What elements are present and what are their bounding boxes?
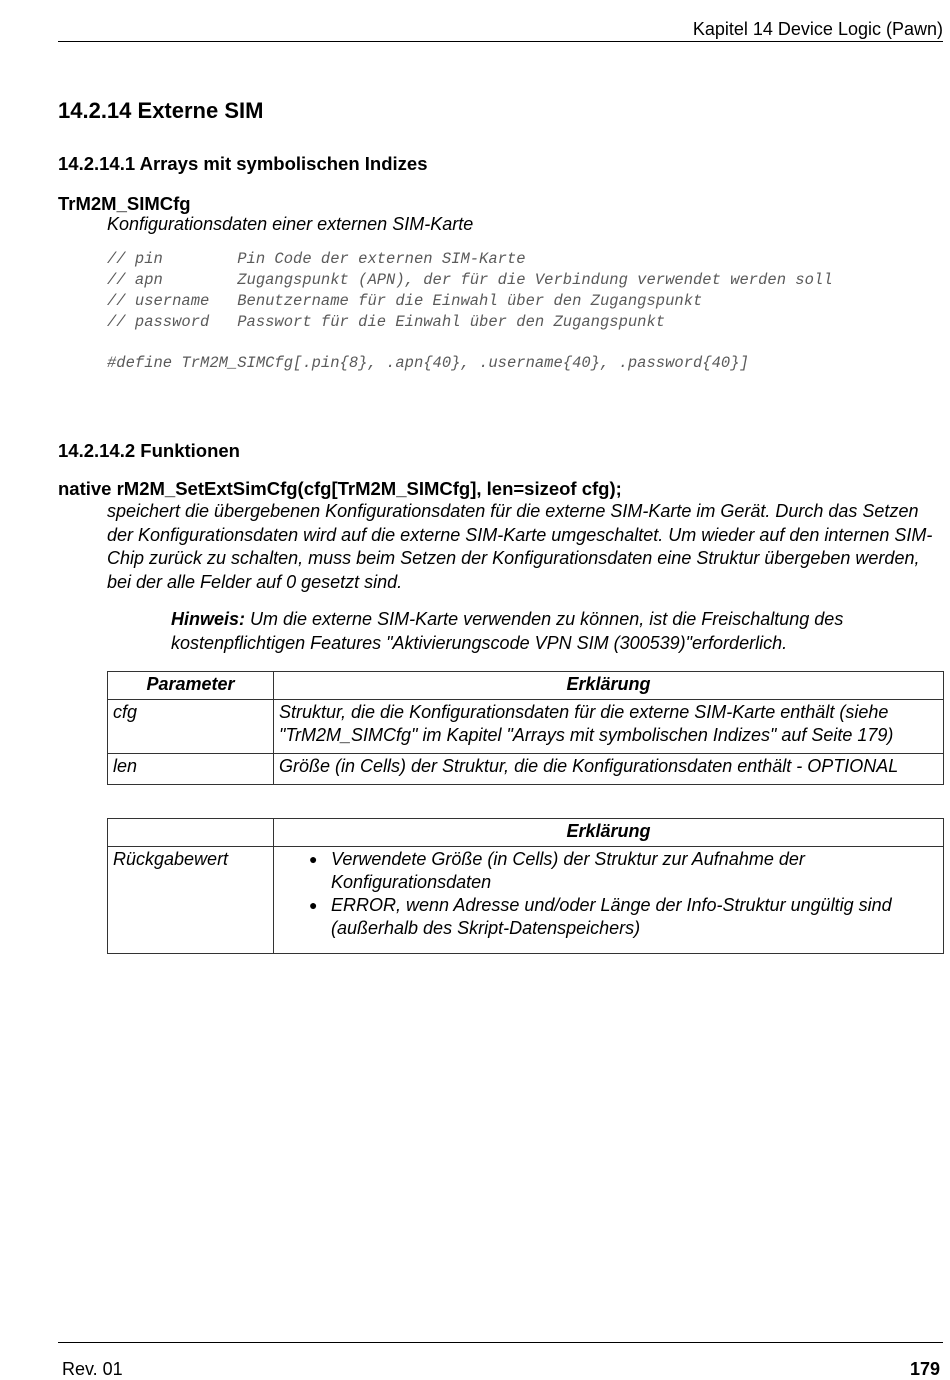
header-rule xyxy=(58,41,943,42)
param-name-cell: len xyxy=(108,754,274,785)
note-label: Hinweis: xyxy=(171,609,246,629)
function-signature: native rM2M_SetExtSimCfg(cfg[TrM2M_SIMCfg], len=sizeof cfg); xyxy=(58,478,622,499)
footer-rule xyxy=(58,1342,943,1343)
subsection-heading-functions: 14.2.14.2 Funktionen xyxy=(58,440,240,461)
column-header-explanation: Erklärung xyxy=(274,819,944,847)
function-description: speichert die übergebenen Konfigurationsdaten für die externe SIM-Karte im Gerät. Durch das Setzen der Konfigurationsdaten wird auf die externe SIM-Karte umgeschaltet. Um wieder auf den internen SIM-Chip zurück zu schalten, muss beim Setzen der Konfigurationsdaten eine Struktur übergeben werden, bei der alle Felder auf 0 gesetzt sind. xyxy=(107,501,933,592)
code-line-username: // username Benutzername für die Einwahl über den Zugangspunkt xyxy=(107,292,703,310)
param-desc-cell: Größe (in Cells) der Struktur, die die Konfigurationsdaten enthält - OPTIONAL xyxy=(274,754,944,785)
note-box xyxy=(171,608,941,655)
column-header-empty xyxy=(108,819,274,847)
table-row xyxy=(108,700,944,754)
return-label-cell: Rückgabewert xyxy=(108,847,274,954)
subsection-heading-arrays: 14.2.14.1 Arrays mit symbolischen Indizes xyxy=(58,153,428,174)
note-text: Um die externe SIM-Karte verwenden zu können, ist die Freischaltung des kostenpflichtigen Features "Aktivierungscode VPN SIM (300539)"erforderlich. xyxy=(171,609,844,653)
table-row xyxy=(108,754,944,785)
list-item xyxy=(279,848,938,894)
parameter-table xyxy=(107,671,944,785)
table-row xyxy=(108,847,944,954)
return-list xyxy=(279,848,938,950)
return-value-table xyxy=(107,818,944,954)
revision-label: Rev. 01 xyxy=(62,1359,123,1379)
table-header-row xyxy=(108,819,944,847)
column-header-parameter: Parameter xyxy=(108,672,274,700)
chapter-header: Kapitel 14 Device Logic (Pawn) xyxy=(692,19,943,39)
column-header-explanation: Erklärung xyxy=(274,672,944,700)
return-desc-cell xyxy=(274,847,944,954)
code-line-apn: // apn Zugangspunkt (APN), der für die Verbindung verwendet werden soll xyxy=(107,271,833,289)
list-item xyxy=(279,894,938,940)
struct-name: TrM2M_SIMCfg xyxy=(58,193,191,214)
param-name-cell: cfg xyxy=(108,700,274,754)
section-heading: 14.2.14 Externe SIM xyxy=(58,98,264,123)
param-desc-cell: Struktur, die die Konfigurationsdaten für die externe SIM-Karte enthält (siehe "TrM2M_SIMCfg" im Kapitel "Arrays mit symbolischen Indizes" auf Seite 179) xyxy=(274,700,944,754)
code-line-password: // password Passwort für die Einwahl über den Zugangspunkt xyxy=(107,313,666,331)
code-define-line: #define TrM2M_SIMCfg[.pin{8}, .apn{40}, .username{40}, .password{40}] xyxy=(107,354,749,372)
table-header-row xyxy=(108,672,944,700)
return-item-text: Verwendete Größe (in Cells) der Struktur zur Aufnahme der Konfigurationsdaten xyxy=(331,849,805,892)
return-item-text: ERROR, wenn Adresse und/oder Länge der Info-Struktur ungültig sind (außerhalb des Skript-Datenspeichers) xyxy=(331,895,892,938)
page-number: 179 xyxy=(909,1359,940,1379)
bullet-icon: ● xyxy=(309,897,318,913)
struct-description: Konfigurationsdaten einer externen SIM-Karte xyxy=(107,214,474,234)
code-line-pin: // pin Pin Code der externen SIM-Karte xyxy=(107,250,526,268)
bullet-icon: ● xyxy=(309,851,318,867)
